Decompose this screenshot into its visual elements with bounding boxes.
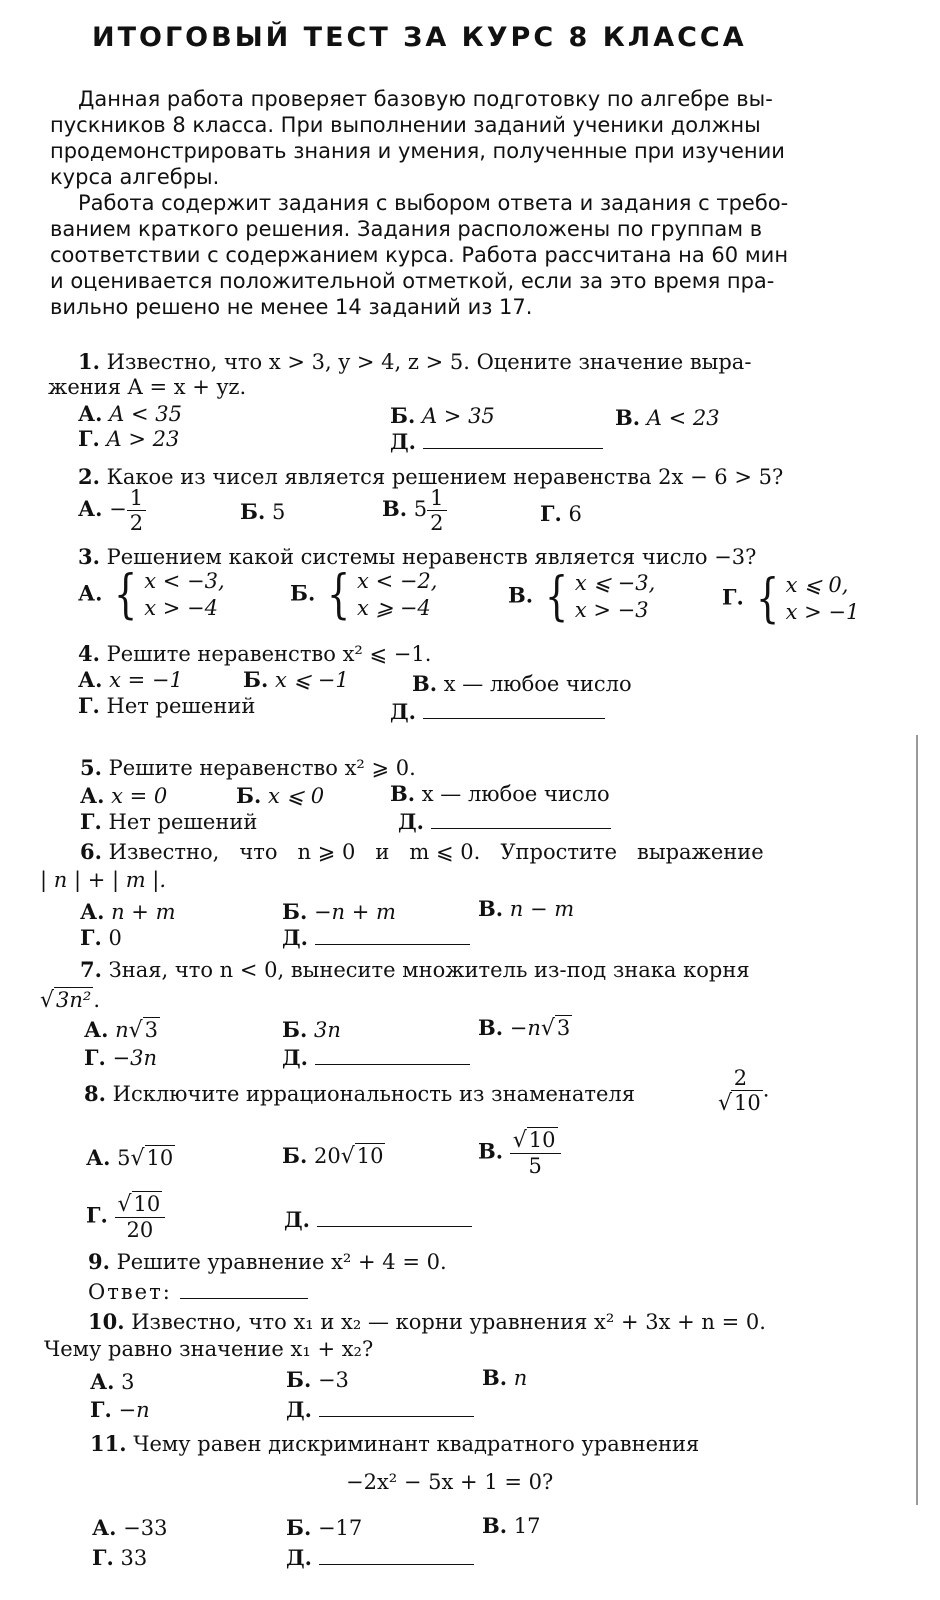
- q10-text: 10. Известно, что x₁ и x₂ — корни уравнения x² + 3x + n = 0.: [88, 1309, 766, 1334]
- q1-option-g: Г. A > 23: [78, 426, 180, 451]
- q5-option-b: Б. x ⩽ 0: [236, 783, 325, 808]
- q6-text: 6. Известно, что n ⩾ 0 и m ⩽ 0. Упростите выражение: [80, 839, 764, 864]
- q3-option-v: В. { x ⩽ −3, x > −3: [508, 567, 656, 627]
- q3-option-g: Г. { x ⩽ 0, x > −1: [722, 569, 860, 629]
- q11-option-g: Г. 33: [92, 1545, 148, 1570]
- q3-option-b: Б. { x < −2, x ⩾ −4: [290, 565, 438, 625]
- q3-option-a: А. { x < −3, x > −4: [78, 565, 225, 625]
- q7-option-d: Д.: [282, 1046, 470, 1070]
- intro-p1-line1: Данная работа проверяет базовую подготовку по алгебре вы-: [78, 87, 773, 111]
- q4-option-v: В. x — любое число: [412, 671, 632, 696]
- q1-number: 1.: [78, 349, 100, 374]
- q6-option-d: Д.: [282, 926, 470, 950]
- q8-fraction: $\frac{2}{√10}$ .: [718, 1066, 770, 1116]
- q7-radical: √3n².: [40, 988, 101, 1013]
- q6-option-a: А. n + m: [80, 899, 176, 924]
- q4-option-g: Г. Нет решений: [78, 693, 256, 718]
- q5-text: 5. Решите неравенство x² ⩾ 0.: [80, 755, 416, 780]
- intro-p1-line2: пускников 8 класса. При выполнении заданий ученики должны: [50, 113, 761, 137]
- q1-option-v: В. A < 23: [615, 405, 720, 430]
- q7-text: 7. Зная, что n < 0, вынесите множитель из-под знака корня: [80, 957, 750, 982]
- intro-p2-line2: ванием краткого решения. Задания расположены по группам в: [50, 217, 763, 241]
- q1-option-d: Д.: [390, 430, 603, 454]
- q6-option-b: Б. −n + m: [282, 899, 396, 924]
- q8-option-a: А. 5√10: [86, 1145, 174, 1171]
- q1-line1: Известно, что x > 3, y > 4, z > 5. Оцените значение выра-: [106, 350, 752, 374]
- q11-option-a: А. −33: [92, 1515, 168, 1540]
- q5-option-v: В. x — любое число: [390, 781, 610, 806]
- q2-option-b: Б. 5: [240, 499, 286, 524]
- q11-option-d: Д.: [286, 1546, 474, 1570]
- page-edge-line: [916, 735, 918, 1505]
- q1-option-b: Б. A > 35: [390, 403, 495, 428]
- q9-answer: Ответ:: [88, 1280, 308, 1304]
- q8-option-g: Г. $\frac{√10}{20}$: [86, 1192, 165, 1242]
- q4-option-a: А. x = −1: [78, 667, 183, 692]
- q10-option-b: Б. −3: [286, 1367, 349, 1392]
- q4-text: 4. Решите неравенство x² ⩽ −1.: [78, 641, 432, 666]
- q2-text: 2. Какое из чисел является решением неравенства 2x − 6 > 5?: [78, 464, 784, 489]
- q7-option-a: А. n√3: [84, 1017, 159, 1043]
- q2-option-a: А. − $\frac{1}{2}$: [78, 486, 146, 535]
- q8-option-v: В. $\frac{√10}{5}$: [478, 1128, 561, 1178]
- q8-option-b: Б. 20√10: [282, 1143, 384, 1169]
- page-title: ИТОГОВЫЙ ТЕСТ ЗА КУРС 8 КЛАССА: [92, 22, 747, 53]
- q5-option-g: Г. Нет решений: [80, 809, 258, 834]
- q1-option-a: А. A < 35: [78, 401, 182, 426]
- q8-option-d: Д.: [284, 1208, 472, 1232]
- q11-option-v: В. 17: [482, 1513, 541, 1538]
- intro-p2-line4: и оценивается положительной отметкой, если за это время пра-: [50, 269, 775, 293]
- q6-option-g: Г. 0: [80, 925, 122, 950]
- q6-line2: | n | + | m |.: [40, 868, 167, 892]
- q11-text: 11. Чему равен дискриминант квадратного уравнения: [90, 1431, 700, 1456]
- intro-p2-line3: соответствии с содержанием курса. Работа рассчитана на 60 мин: [50, 243, 789, 267]
- q10-line2: Чему равно значение x₁ + x₂?: [44, 1337, 374, 1361]
- q5-option-a: А. x = 0: [80, 783, 168, 808]
- q10-option-v: В. n: [482, 1365, 528, 1390]
- q8-text: 8. Исключите иррациональность из знаменателя: [84, 1081, 636, 1106]
- q10-option-a: А. 3: [90, 1369, 135, 1394]
- q2-option-g: Г. 6: [540, 501, 582, 526]
- q10-option-d: Д.: [286, 1398, 474, 1422]
- q6-option-v: В. n − m: [478, 896, 575, 921]
- q3-text: 3. Решением какой системы неравенств является число −3?: [78, 544, 757, 569]
- q5-option-d: Д.: [398, 810, 611, 834]
- q9-text: 9. Решите уравнение x² + 4 = 0.: [88, 1249, 447, 1274]
- q7-option-v: В. −n√3: [478, 1015, 571, 1041]
- q7-option-g: Г. −3n: [84, 1045, 157, 1070]
- q4-option-d: Д.: [390, 700, 605, 724]
- q1-line2: жения A = x + yz.: [48, 375, 247, 399]
- q11-equation: −2x² − 5x + 1 = 0?: [346, 1470, 554, 1494]
- q4-option-b: Б. x ⩽ −1: [243, 667, 349, 692]
- intro-p2-line1: Работа содержит задания с выбором ответа и задания с требо-: [78, 191, 789, 215]
- q7-option-b: Б. 3n: [282, 1017, 341, 1042]
- intro-p1-line4: курса алгебры.: [50, 165, 220, 189]
- intro-p2-line5: вильно решено не менее 14 заданий из 17.: [50, 295, 533, 319]
- q2-option-v: В. 5 $\frac{1}{2}$: [382, 486, 447, 535]
- intro-p1-line3: продемонстрировать знания и умения, полученные при изучении: [50, 139, 785, 163]
- q10-option-g: Г. −n: [90, 1397, 150, 1422]
- q11-option-b: Б. −17: [286, 1515, 363, 1540]
- q1-text: [78, 350, 751, 374]
